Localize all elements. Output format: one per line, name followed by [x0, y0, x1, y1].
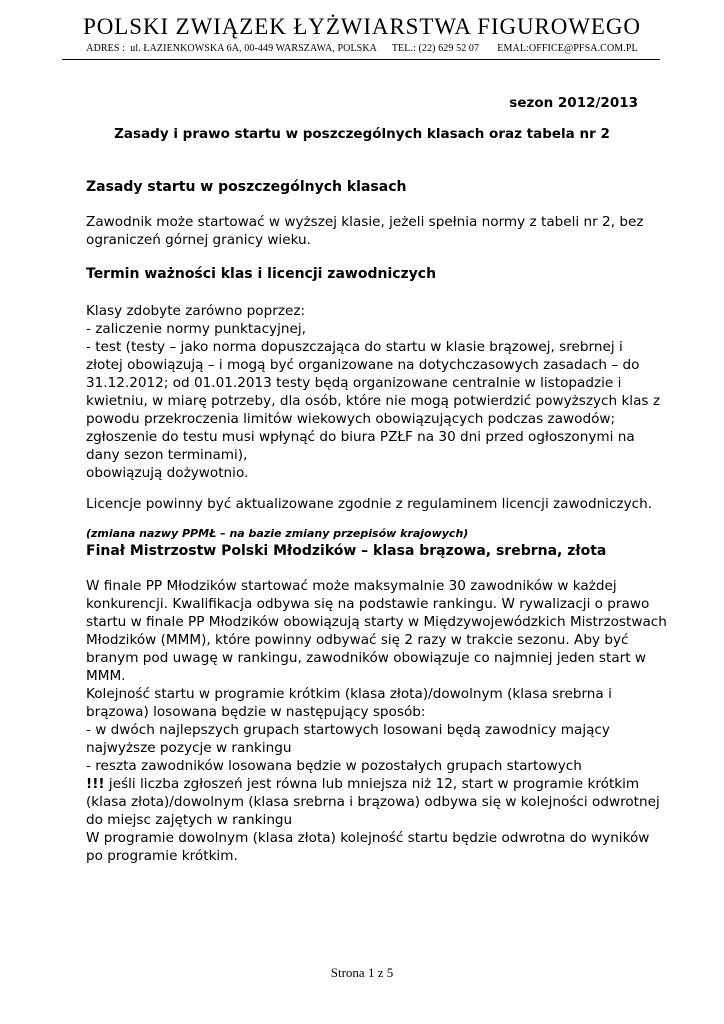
text-line: - zaliczenie normy punktacyjnej,: [86, 321, 306, 337]
section-heading-start-rules: Zasady startu w poszczególnych klasach: [86, 179, 407, 195]
text-line: dany sezon terminami),: [86, 447, 248, 463]
text-line: branym pod uwagę w rankingu, zawodników obowiązuje co najmniej jeden start w: [86, 650, 647, 666]
text-line: złotej obowiązują – i mogą być organizowane na dotychczasowych zasadach – do: [86, 357, 640, 373]
section-heading-validity: Termin ważności klas i licencji zawodniczych: [86, 266, 437, 282]
text-line: brązowa) losowana będzie w następujący sposób:: [86, 704, 426, 720]
page-number: Strona 1 z 5: [330, 965, 394, 980]
section-heading-final: Finał Mistrzostw Polski Młodzików – klasa brązowa, srebrna, złota: [86, 543, 607, 559]
text-line: Zawodnik może startować w wyższej klasie, jeżeli spełnia normy z tabeli nr 2, bez: [86, 214, 644, 230]
organization-name: POLSKI ZWIĄZEK ŁYŻWIARSTWA FIGUROWEGO: [83, 14, 641, 39]
season-label: sezon 2012/2013: [509, 95, 638, 111]
text-line: - w dwóch najlepszych grupach startowych losowani będą zawodnicy mający: [86, 722, 610, 738]
text-line: W programie dowolnym (klasa złota) kolejność startu będzie odwrotna do wyników: [86, 830, 650, 846]
text-line: powodu przekroczenia limitów wiekowych obowiązujących podczas zawodów;: [86, 411, 616, 427]
text-line: Młodzików (MMM), które powinny odbywać się 2 razy w trakcie sezonu. Aby być: [86, 632, 629, 648]
text-line: do miejsc zajętych w rankingu: [86, 812, 293, 828]
text-line: najwyższe pozycje w rankingu: [86, 740, 292, 756]
licence-paragraph: [86, 495, 653, 513]
final-paragraph: [86, 577, 667, 865]
validity-paragraph: [86, 302, 660, 482]
text-line: konkurencji. Kwalifikacja odbywa się na podstawie rankingu. W rywalizacji o prawo: [86, 596, 650, 612]
text-line: 31.12.2012; od 01.01.2013 testy będą organizowane centralnie w listopadzie i: [86, 375, 622, 391]
text-line: [86, 775, 646, 793]
text-line: startu w finale PP Młodzików obowiązują starty w Międzywojewódzkich Mistrzostwach: [86, 614, 667, 630]
text-line: Klasy zdobyte zarówno poprzez:: [86, 303, 306, 319]
text-line: zgłoszenie do testu musi wpłynąć do biura PZŁF na 30 dni przed ogłoszonymi na: [86, 429, 635, 445]
text-line: - reszta zawodników losowana będzie w pozostałych grupach startowych: [86, 758, 582, 774]
text-line: kwietniu, w miarę potrzeby, dla osób, które nie mogą potwierdzić powyższych klas z: [86, 393, 660, 409]
text-line: Licencje powinny być aktualizowane zgodnie z regulaminem licencji zawodniczych.: [86, 496, 653, 512]
exclamation-text: jeśli liczba zgłoszeń jest równa lub mniejsza niż 12, start w programie krótkim: [104, 776, 640, 792]
header-divider: [62, 59, 660, 60]
text-line: Kolejność startu w programie krótkim (klasa złota)/dowolnym (klasa srebrna i: [86, 686, 612, 702]
organization-address: ADRES : ul. ŁAZIENKOWSKA 6A, 00-449 WARSZAWA, POLSKA TEL.: (22) 629 52 07 EMAL:OFFICE@PFSA.COM.PL: [86, 43, 638, 54]
text-line: W finale PP Młodzików startować może maksymalnie 30 zawodników w każdej: [86, 578, 617, 594]
text-line: - test (testy – jako norma dopuszczająca do startu w klasie brązowej, srebrnej i: [86, 339, 623, 355]
text-line: obowiązują dożywotnio.: [86, 465, 249, 481]
text-line: (klasa złota)/dowolnym (klasa srebrna i brązowa) odbywa się w kolejności odwrotnej: [86, 794, 660, 810]
text-line: po programie krótkim.: [86, 848, 238, 864]
name-change-note: (zmiana nazwy PPMŁ – na bazie zmiany przepisów krajowych): [86, 527, 469, 540]
text-line: ograniczeń górnej granicy wieku.: [86, 232, 311, 248]
start-rules-paragraph: [86, 213, 646, 249]
exclamation-mark: !!!: [86, 776, 105, 792]
document-title: Zasady i prawo startu w poszczególnych klasach oraz tabela nr 2: [114, 126, 610, 142]
text-line: MMM.: [86, 668, 126, 684]
